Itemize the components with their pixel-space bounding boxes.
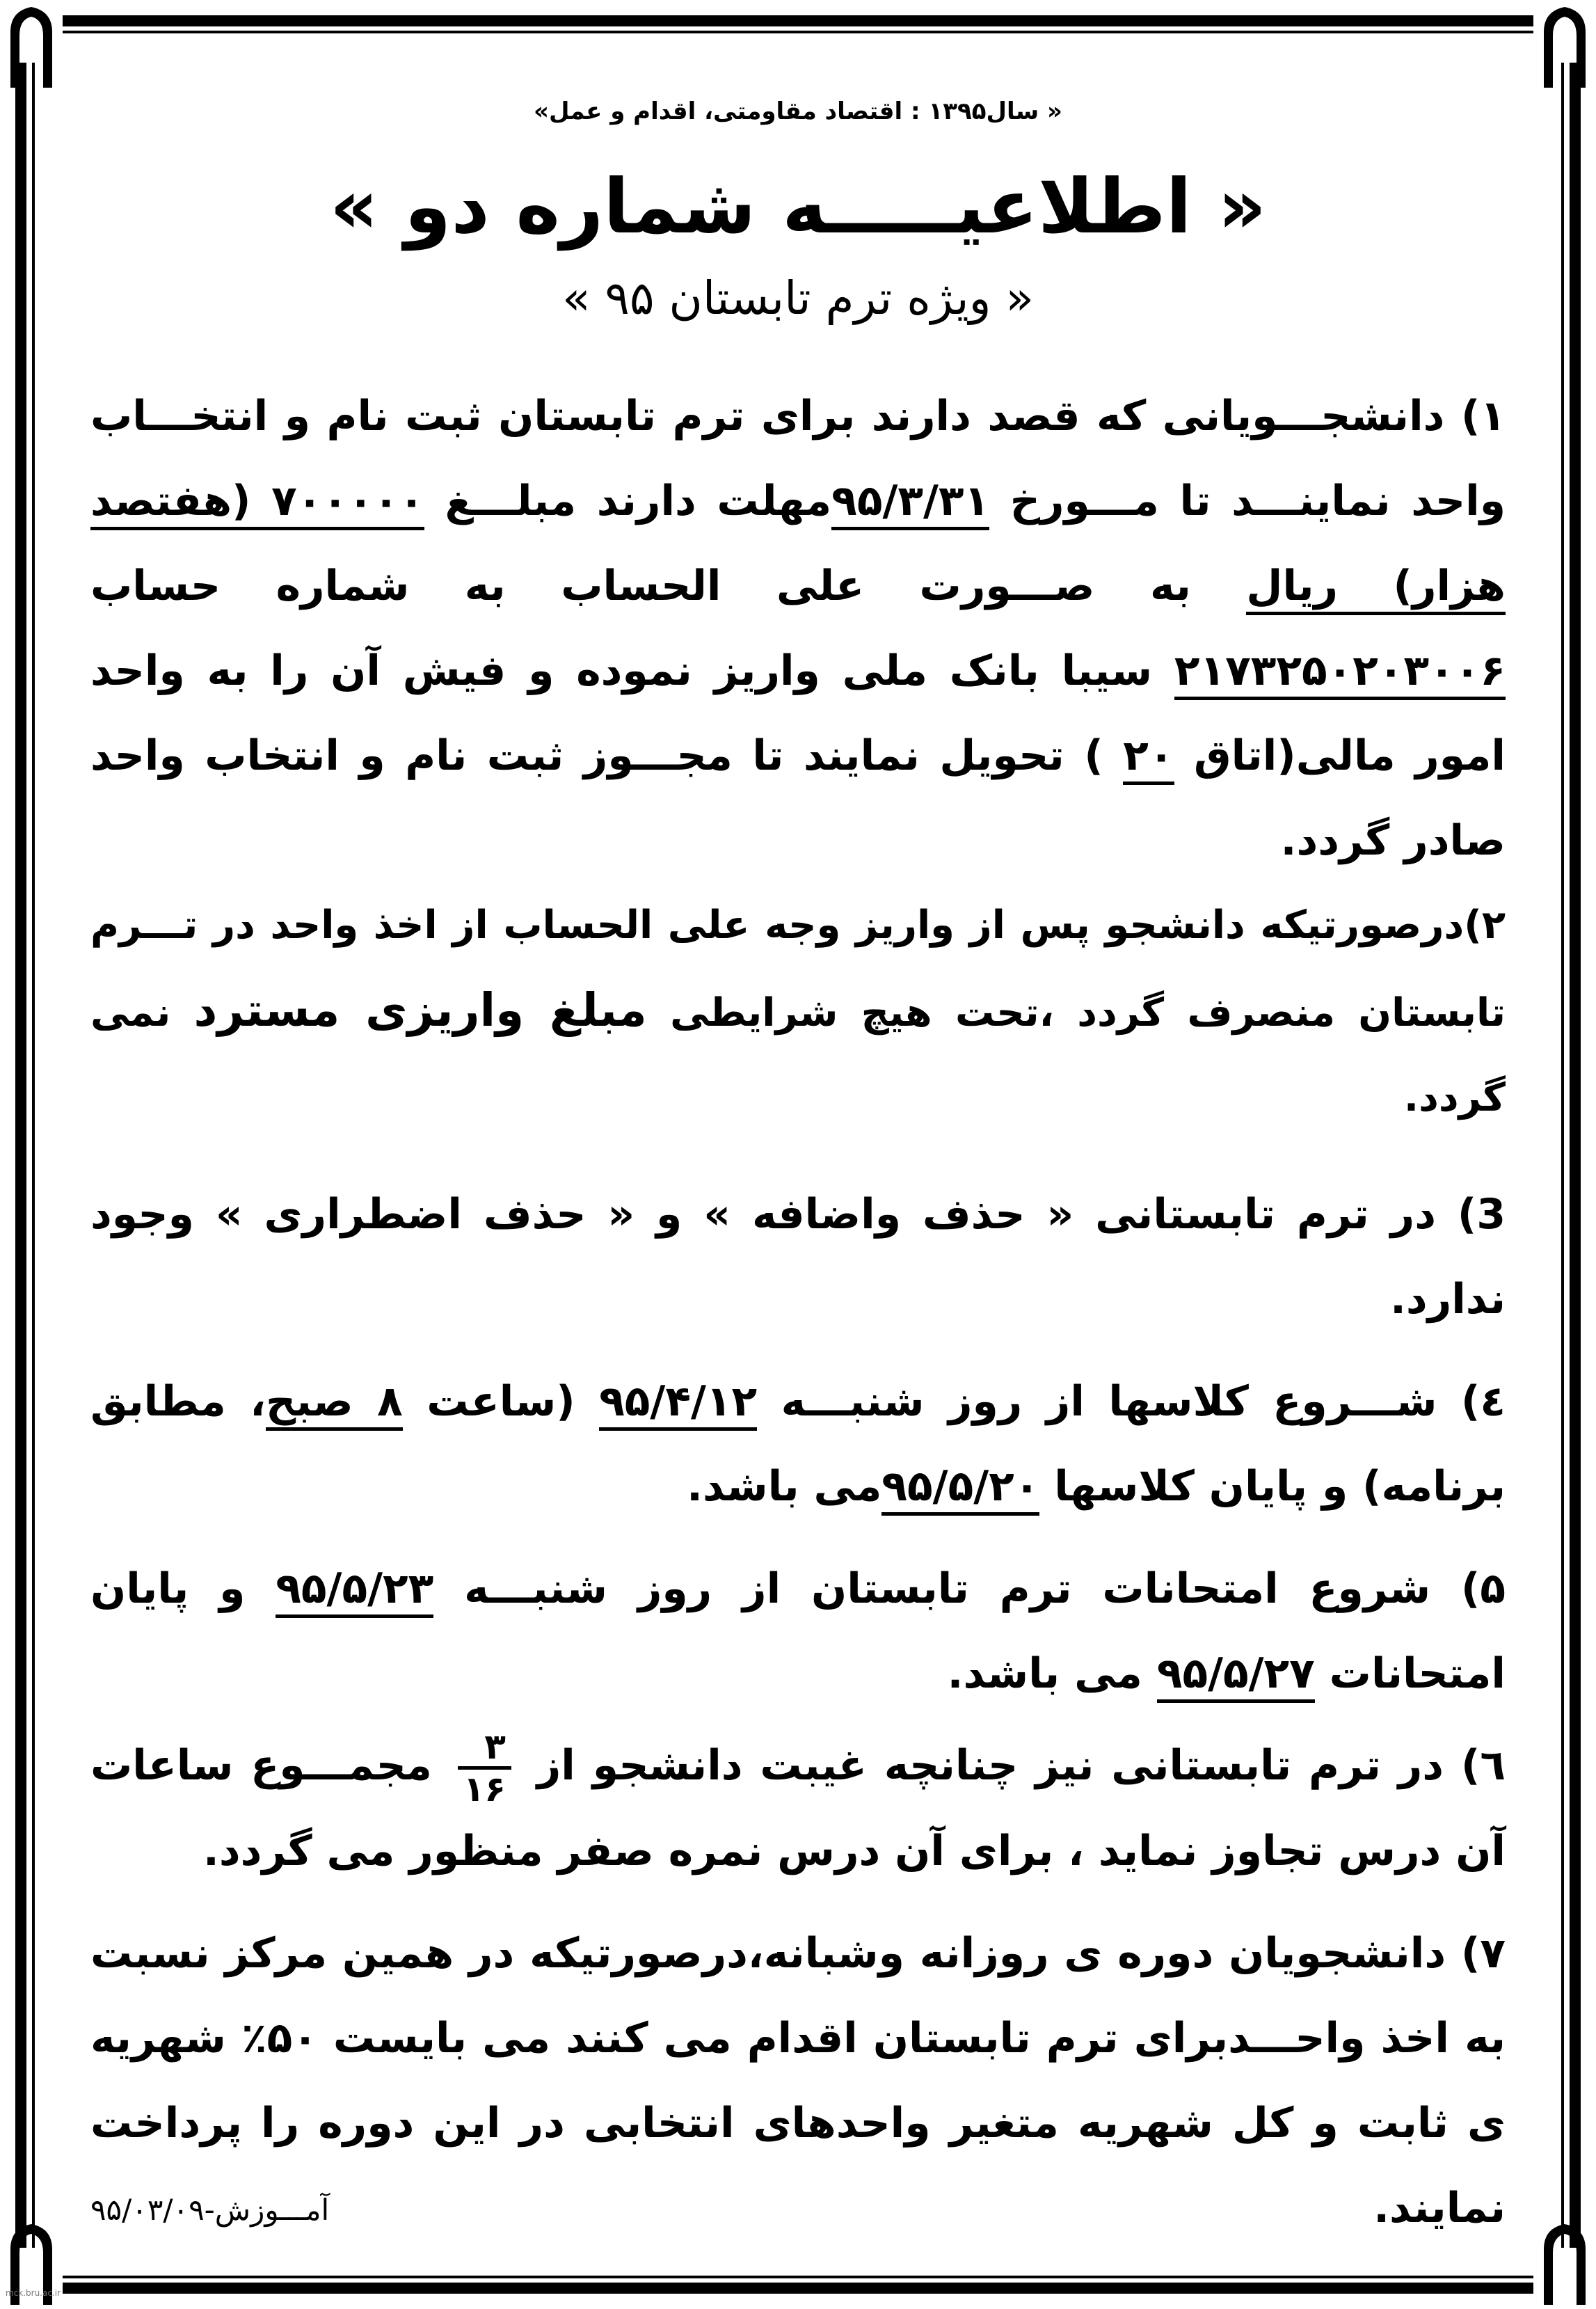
corner-ornament-top-right xyxy=(1540,4,1589,88)
classes-end-date: ۹۵/۵/۲۰ xyxy=(881,1462,1039,1516)
frame-right-bar xyxy=(1570,63,1581,2248)
item-5-exams: ۵) شروع امتحانات ترم تابستان از روز شنبـــه ۹۵/۵/۲۳ و پایان امتحانات ۹۵/۵/۲۷ می باشد. xyxy=(90,1546,1506,1716)
account-number: ۲۱۷۳۲۵۰۲۰۳۰۰۶ xyxy=(1174,646,1506,700)
footer-signature: آمـــوزش-۹۵/۰۳/۰۹ xyxy=(90,2193,330,2227)
item-1-registration: ۱) دانشجـــویانی که قصد دارند برای ترم تابستان ثبت نام و انتخـــاب واحد نماینـــد تا مـــورخ ۹۵/۳/۳۱مهلت دارند مبلـــغ ۷۰۰۰۰۰ (هفتصد هزار) ریال به صـــورت علی الحساب به شماره حساب ۲۱۷۳۲۵۰۲۰۳۰۰۶ سیبا بانک ملی واریز نموده و فیش آن را به واحد امور مالی(اتاق ۲۰ ) تحویل نمایند تا مجـــوز ثبت نام و انتخاب واحد صادر گردد. xyxy=(90,392,1506,865)
frame-right-line xyxy=(1561,63,1564,2248)
frame-left-line xyxy=(32,63,35,2248)
corner-ornament-bottom-right xyxy=(1540,2221,1589,2305)
fee-amount: ۷۰۰۰۰۰ (هفتصد هزار) ریال xyxy=(90,477,1506,615)
frame-left-bar xyxy=(15,63,26,2248)
absence-fraction: $\frac{۳}{۱۶}$ xyxy=(458,1727,511,1809)
site-watermark: mck.bru.ac.ir xyxy=(6,2288,61,2298)
exams-start-date: ۹۵/۵/۲۳ xyxy=(276,1564,433,1618)
item-3-drop: 3) در ترم تابستانی « حذف واضافه » و « حذف اضطراری » وجود ندارد. xyxy=(90,1190,1506,1324)
room-number: ۲۰ xyxy=(1123,731,1174,785)
frame-bottom-bar xyxy=(63,2283,1533,2294)
refund-emphasis: مبلغ واریزی مسترد xyxy=(193,983,647,1037)
page-subtitle: « ویژه ترم تابستان ۹۵ » xyxy=(562,271,1034,325)
announcement-body xyxy=(90,84,1506,2234)
page-title: « اطلاعیـــــه شماره دو » xyxy=(329,164,1267,251)
frame-top-bar xyxy=(63,15,1533,26)
item-6-absence: ٦) در ترم تابستانی نیز چنانچه غیبت دانشجو از $\frac{۳}{۱۶}$ مجمـــوع ساعات آن درس تجاوز نماید ، برای آن درس نمره صفر منظور می گردد. xyxy=(90,1726,1506,1875)
frame-bottom-line xyxy=(63,2276,1533,2278)
classes-start-time: ۸ صبح xyxy=(266,1377,403,1431)
frame-top-line xyxy=(63,31,1533,33)
exams-end-date: ۹۵/۵/۲۷ xyxy=(1157,1649,1315,1703)
item-7-tuition: ۷) دانشجویان دوره ی روزانه وشبانه،درصورتیکه در همین مرکز نسبت به اخذ واحـــدبرای ترم تابستان اقدام می کنند می بایست ۵۰٪ شهریه ی ثابت و کل شهریه متغیر واحدهای انتخابی در این دوره را پرداخت نمایند. xyxy=(90,1928,1506,2232)
corner-ornament-top-left xyxy=(7,4,56,88)
item-4-classes: ٤) شـــروع کلاسها از روز شنبـــه ۹۵/۴/۱۲ (ساعت ۸ صبح، مطابق برنامه) و پایان کلاسها ۹۵/۵/۲۰می باشد. xyxy=(90,1359,1506,1529)
classes-start-date: ۹۵/۴/۱۲ xyxy=(599,1377,757,1431)
item-2-refund: ۲)درصورتیکه دانشجو پس از واریز وجه علی الحساب از اخذ واحد در تـــرم تابستان منصرف گردد ،تحت هیچ شرایطی مبلغ واریزی مسترد نمی گردد. xyxy=(90,903,1506,1120)
deadline-date: ۹۵/۳/۳۱ xyxy=(831,477,989,530)
year-motto: « سال۱۳۹۵ : اقتصاد مقاومتی، اقدام و عمل» xyxy=(534,97,1062,125)
